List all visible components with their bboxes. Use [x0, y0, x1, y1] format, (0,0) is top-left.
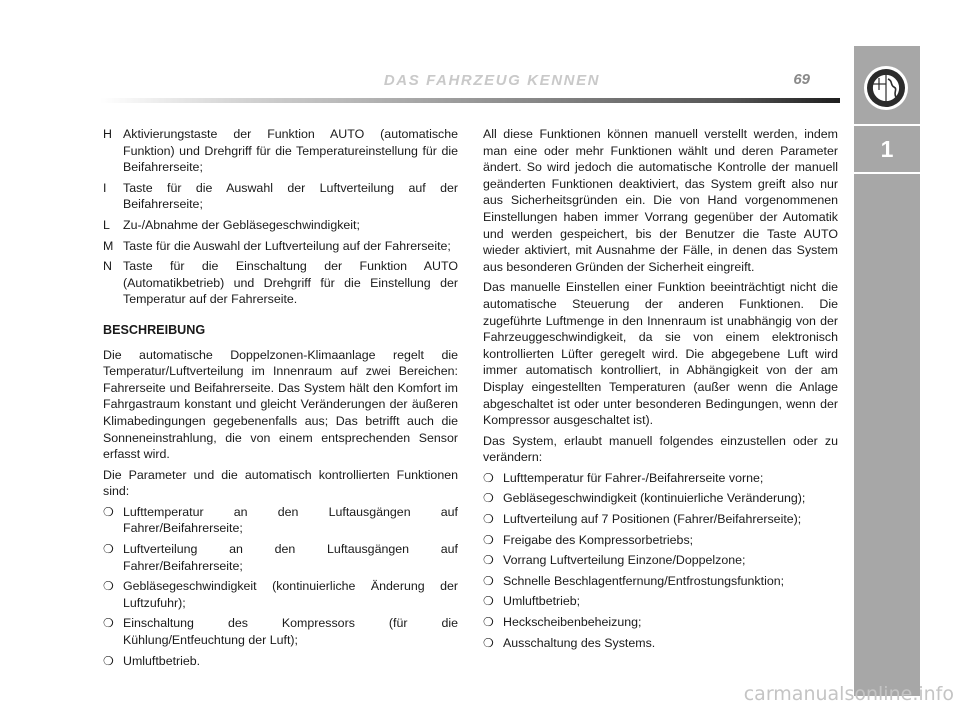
legend-list	[103, 126, 458, 308]
legend-text: Taste für die Einschaltung der Funktion AUTO (Automatikbetrieb) und Drehgriff für die Einstellung der Temperatur auf der Fahrerseite.	[123, 259, 458, 307]
bullet-circle-icon: ❍	[483, 573, 494, 588]
bullet-circle-icon: ❍	[103, 542, 114, 557]
bullet-item	[483, 490, 838, 507]
bullet-item	[483, 532, 838, 549]
bullet-circle-icon: ❍	[483, 512, 494, 527]
bullet-circle-icon: ❍	[483, 594, 494, 609]
manual-options-list	[483, 470, 838, 651]
manual-options-intro: Das System, erlaubt manuell folgendes einzustellen oder zu verändern:	[483, 433, 838, 465]
auto-functions-list	[103, 504, 458, 669]
bullet-text: Lufttemperatur an den Luftausgängen auf Fahrer/Beifahrerseite;	[123, 504, 458, 536]
bullet-text: Ausschaltung des Systems.	[503, 635, 656, 650]
legend-item	[103, 238, 458, 255]
page-number: 69	[793, 71, 810, 88]
bullet-item	[103, 541, 458, 574]
bullet-text: Lufttemperatur für Fahrer-/Beifahrerseite vorne;	[503, 470, 764, 485]
legend-item	[103, 126, 458, 176]
bullet-circle-icon: ❍	[103, 616, 114, 631]
legend-key: N	[103, 259, 112, 274]
bullet-text: Umluftbetrieb.	[123, 653, 201, 668]
legend-item	[103, 180, 458, 213]
bullet-circle-icon: ❍	[483, 470, 494, 485]
bullet-item	[483, 573, 838, 590]
bullet-circle-icon: ❍	[103, 504, 114, 519]
right-column	[483, 126, 838, 655]
bullet-item	[483, 470, 838, 487]
legend-key: M	[103, 238, 114, 253]
manual-setting-paragraph: Das manuelle Einstellen einer Funktion beeinträchtigt nicht die automatische Steuerung der anderen Funktionen. Die zugeführte Luftmenge in den Innenraum ist unabhängig von der Fahrzeuggeschwindigkeit, da sie von einem elektronisch kontrollierten Lüfter geregelt wird. Die abgegebene Luft wird immer automatisch kontrolliert, in Abhängigkeit von der am Display eingestellten Temperaturen (außer wenn die Anlage abgeschaltet ist oder unter besonderen Bedingungen, wenn der Kompressor ausgeschaltet ist).	[483, 280, 838, 428]
bullet-item	[103, 615, 458, 648]
bullet-text: Einschaltung des Kompressors (für die Kühlung/Entfeuchtung der Luft);	[123, 616, 458, 648]
legend-text: Taste für die Auswahl der Luftverteilung auf der Fahrerseite;	[123, 238, 451, 253]
section-heading: BESCHREIBUNG	[103, 322, 206, 337]
watermark-text: carmanualsonline.info	[743, 683, 954, 705]
legend-text: Aktivierungstaste der Funktion AUTO (automatische Funktion) und Drehgriff für die Temperatureinstellung für die Beifahrerseite;	[123, 127, 458, 175]
header-title: DAS FAHRZEUG KENNEN	[383, 72, 601, 89]
bullet-circle-icon: ❍	[483, 635, 494, 650]
bullet-circle-icon: ❍	[483, 615, 494, 630]
legend-key: H	[103, 127, 112, 141]
legend-item	[103, 217, 458, 234]
bullet-text: Luftverteilung auf 7 Positionen (Fahrer/Beifahrerseite);	[503, 512, 802, 527]
bullet-circle-icon: ❍	[483, 532, 494, 547]
bullet-item	[103, 578, 458, 611]
manual-override-paragraph: All diese Funktionen können manuell verstellt werden, indem man eine oder mehr Funktionen wählt und deren Parameter ändert. So wird jedoch die automatische Kontrolle der manuell geänderten Funktionen deaktiviert, das System greift also nur aus Sicherheitsgründen ein. Die von Hand vorgenommenen Einstellungen haben immer Vorrang gegenüber der Automatik und werden gespeichert, bis der Benutzer die Taste AUTO wieder aktiviert, mit Ausnahme der Fälle, in denen das System aus besonderen Gründen der Sicherheit eingreift.	[483, 127, 838, 274]
legend-key: I	[103, 180, 107, 195]
left-column	[103, 126, 458, 673]
bullet-item	[483, 593, 838, 610]
bullet-circle-icon: ❍	[483, 553, 494, 568]
bullet-item	[483, 552, 838, 569]
description-paragraph: Die automatische Doppelzonen-Klimaanlage regelt die Temperatur/Luftverteilung im Innenraum auf zwei Bereichen: Fahrerseite und Beifahrerseite. Das System hält den Komfort im Fahrgastraum konstant und gleicht Veränderungen der äußeren Klimabedingungen gegebenenfalls aus; Das betrifft auch die Sonneneinstrahlung, die von einem entsprechenden Sensor erfasst wird.	[103, 347, 458, 462]
chapter-number: 1	[854, 124, 920, 174]
bullet-circle-icon: ❍	[103, 579, 114, 594]
bullet-text: Gebläsegeschwindigkeit (kontinuierliche Veränderung);	[503, 491, 806, 506]
legend-item	[103, 258, 458, 308]
bullet-item	[483, 511, 838, 528]
legend-key: L	[103, 217, 110, 232]
bullet-text: Gebläsegeschwindigkeit (kontinuierliche Änderung der Luftzufuhr);	[123, 579, 458, 610]
bullet-text: Schnelle Beschlagentfernung/Entfrostungsfunktion;	[503, 573, 785, 588]
legend-text: Taste für die Auswahl der Luftverteilung auf der Beifahrerseite;	[123, 180, 458, 212]
legend-text: Zu-/Abnahme der Gebläsegeschwindigkeit;	[123, 217, 360, 232]
bullet-text: Heckscheibenbeheizung;	[503, 615, 642, 630]
bullet-text: Luftverteilung an den Luftausgängen auf Fahrer/Beifahrerseite;	[123, 542, 458, 573]
parameters-intro: Die Parameter und die automatisch kontrollierten Funktionen sind:	[103, 467, 458, 499]
header-rule	[100, 98, 840, 103]
bullet-text: Umluftbetrieb;	[503, 594, 581, 609]
alfa-romeo-logo-icon	[863, 65, 909, 111]
bullet-item	[483, 635, 838, 652]
bullet-item	[483, 614, 838, 631]
bullet-item	[103, 504, 458, 537]
bullet-text: Freigabe des Kompressorbetriebs;	[503, 532, 694, 547]
bullet-circle-icon: ❍	[103, 653, 114, 668]
bullet-circle-icon: ❍	[483, 491, 494, 506]
bullet-item	[103, 653, 458, 670]
bullet-text: Vorrang Luftverteilung Einzone/Doppelzone;	[503, 553, 746, 568]
